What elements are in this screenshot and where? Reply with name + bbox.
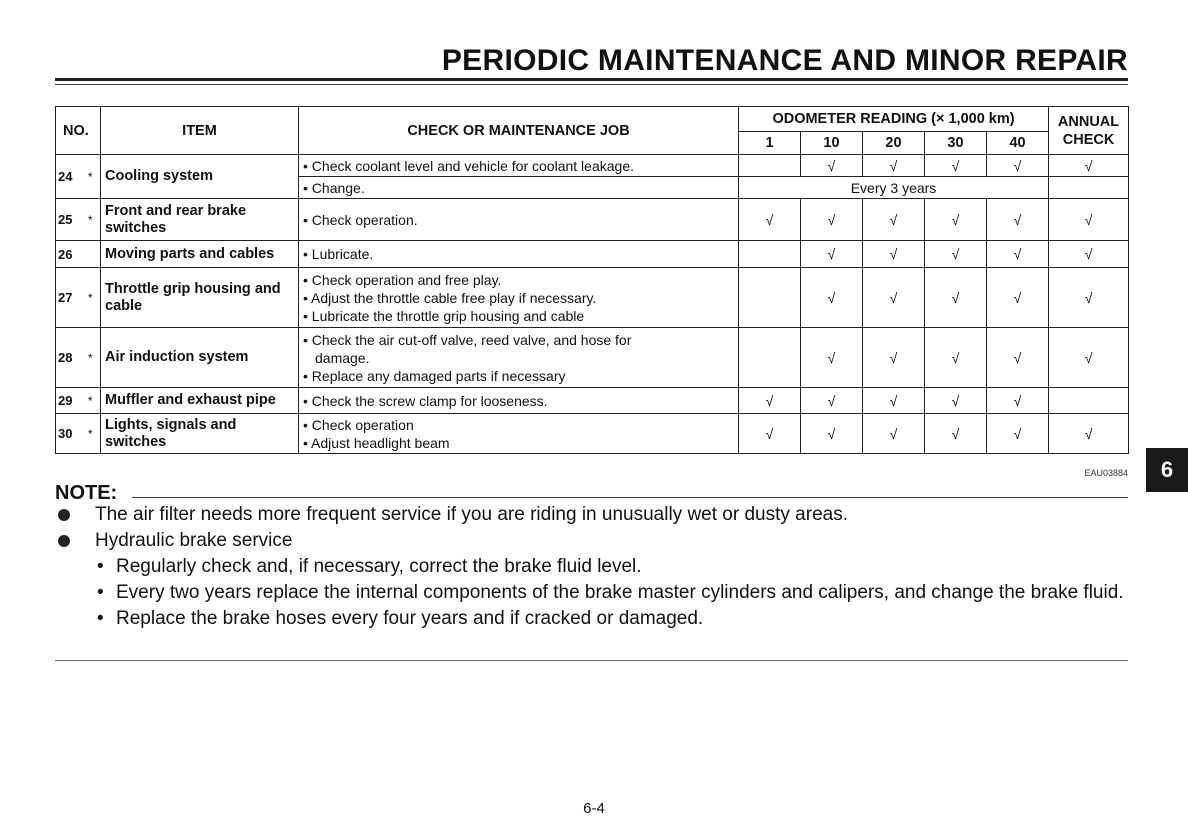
small-bullet-icon: • <box>97 608 104 629</box>
row-number: 25 <box>56 199 81 241</box>
page-number: 6-4 <box>583 800 605 817</box>
job-line: • Replace any damaged parts if necessary <box>303 367 566 384</box>
row-item: Moving parts and cables <box>101 241 299 268</box>
table-row <box>56 388 1129 414</box>
title-rule <box>55 78 1128 81</box>
check-cell: √ <box>801 268 863 328</box>
check-cell: √ <box>987 388 1049 414</box>
job-line: • Check operation. <box>303 211 418 228</box>
table-row <box>56 241 1129 268</box>
row-job <box>299 268 739 328</box>
check-cell <box>739 328 801 388</box>
note-rule <box>132 497 1128 498</box>
job-line: • Lubricate the throttle grip housing and cable <box>303 307 585 324</box>
check-cell: √ <box>987 268 1049 328</box>
row-star <box>81 241 101 268</box>
header-job: CHECK OR MAINTENANCE JOB <box>299 107 739 155</box>
check-cell: √ <box>801 388 863 414</box>
check-cell: √ <box>987 328 1049 388</box>
check-cell: √ <box>801 414 863 454</box>
note-item-text: Hydraulic brake service <box>95 530 293 551</box>
check-cell: √ <box>1049 414 1129 454</box>
page-title: PERIODIC MAINTENANCE AND MINOR REPAIR <box>441 44 1128 77</box>
check-cell: √ <box>987 241 1049 268</box>
table-row <box>56 414 1129 454</box>
row-number: 28 <box>56 328 81 388</box>
check-cell: √ <box>925 241 987 268</box>
title-rule-thin <box>55 84 1128 85</box>
bullet-icon <box>58 535 70 547</box>
note-item-text: The air filter needs more frequent service if you are riding in unusually wet or dusty areas. <box>95 504 848 525</box>
row-item: Front and rear brake switches <box>101 199 299 241</box>
header-odo-20: 20 <box>863 132 925 155</box>
row-job <box>299 328 739 388</box>
check-cell: √ <box>1049 241 1129 268</box>
check-cell: √ <box>863 268 925 328</box>
note-subitem-text: Every two years replace the internal components of the brake master cylinders and calipers, and change the brake fluid. <box>116 582 1124 603</box>
check-cell: √ <box>739 414 801 454</box>
check-cell: √ <box>801 241 863 268</box>
check-cell: √ <box>801 199 863 241</box>
reference-code: EAU03884 <box>1084 468 1128 478</box>
check-cell: √ <box>863 155 925 177</box>
header-odo-30: 30 <box>925 132 987 155</box>
note-subitem-text: Regularly check and, if necessary, correct the brake fluid level. <box>116 556 642 577</box>
row-number: 30 <box>56 414 81 454</box>
row-star: * <box>81 388 101 414</box>
note-item <box>55 502 1128 528</box>
check-cell: √ <box>801 155 863 177</box>
maintenance-table <box>55 106 1129 454</box>
check-cell: √ <box>987 155 1049 177</box>
job-line: • Check operation <box>303 416 414 433</box>
row-number: 29 <box>56 388 81 414</box>
table-row <box>56 155 1129 177</box>
check-cell: √ <box>925 388 987 414</box>
check-cell: √ <box>863 388 925 414</box>
small-bullet-icon: • <box>97 556 104 577</box>
check-cell: √ <box>863 241 925 268</box>
row-star: * <box>81 199 101 241</box>
job-line: • Lubricate. <box>303 246 374 262</box>
check-cell: √ <box>739 388 801 414</box>
row-star: * <box>81 155 101 199</box>
small-bullet-icon: • <box>97 582 104 603</box>
job-line: • Check operation and free play. <box>303 271 502 288</box>
row-star: * <box>81 414 101 454</box>
header-no: NO. <box>56 107 101 155</box>
check-cell: √ <box>863 328 925 388</box>
row-job <box>299 388 739 414</box>
check-cell: √ <box>863 414 925 454</box>
check-cell <box>1049 388 1129 414</box>
row-job <box>299 199 739 241</box>
job-line: • Adjust headlight beam <box>303 434 450 451</box>
note-subitem <box>55 554 1128 580</box>
interval-note: Every 3 years <box>739 177 1049 199</box>
row-job: • Check coolant level and vehicle for coolant leakage. <box>299 155 739 177</box>
check-cell: √ <box>987 414 1049 454</box>
check-cell: √ <box>801 328 863 388</box>
check-cell <box>739 268 801 328</box>
note-item <box>55 528 1128 554</box>
row-job <box>299 414 739 454</box>
header-odometer: ODOMETER READING (× 1,000 km) <box>739 107 1049 132</box>
header-odo-1: 1 <box>739 132 801 155</box>
row-number: 26 <box>56 241 81 268</box>
chapter-tab: 6 <box>1146 448 1188 492</box>
table-row <box>56 199 1129 241</box>
check-cell: √ <box>925 155 987 177</box>
check-cell: √ <box>863 199 925 241</box>
check-cell: √ <box>1049 268 1129 328</box>
row-job: • Change. <box>299 177 739 199</box>
table-row <box>56 268 1129 328</box>
header-annual: ANNUAL CHECK <box>1049 107 1129 155</box>
check-cell <box>1049 177 1129 199</box>
row-number: 24 <box>56 155 81 199</box>
check-cell: √ <box>987 199 1049 241</box>
note-subitem <box>55 580 1128 606</box>
job-line: • Check the air cut-off valve, reed valve, and hose for <box>303 331 632 348</box>
note-subitem <box>55 606 1128 632</box>
note-bottom-rule <box>55 660 1128 661</box>
row-item: Air induction system <box>101 328 299 388</box>
check-cell: √ <box>925 414 987 454</box>
header-odo-40: 40 <box>987 132 1049 155</box>
job-line: • Adjust the throttle cable free play if necessary. <box>303 289 597 306</box>
row-job <box>299 241 739 268</box>
job-line: • Check the screw clamp for looseness. <box>303 392 548 409</box>
row-item: Lights, signals and switches <box>101 414 299 454</box>
note-label: NOTE: <box>55 482 118 504</box>
check-cell: √ <box>1049 199 1129 241</box>
check-cell: √ <box>1049 155 1129 177</box>
row-number: 27 <box>56 268 81 328</box>
row-item: Muffler and exhaust pipe <box>101 388 299 414</box>
row-item: Cooling system <box>101 155 299 199</box>
header-odo-10: 10 <box>801 132 863 155</box>
row-star: * <box>81 268 101 328</box>
check-cell: √ <box>925 328 987 388</box>
check-cell: √ <box>925 268 987 328</box>
job-line: damage. <box>315 349 370 366</box>
check-cell: √ <box>1049 328 1129 388</box>
header-item: ITEM <box>101 107 299 155</box>
check-cell: √ <box>925 199 987 241</box>
check-cell <box>739 155 801 177</box>
note-subitem-text: Replace the brake hoses every four years and if cracked or damaged. <box>116 608 704 629</box>
check-cell: √ <box>739 199 801 241</box>
bullet-icon <box>58 509 70 521</box>
row-item: Throttle grip housing and cable <box>101 268 299 328</box>
row-star: * <box>81 328 101 388</box>
table-row <box>56 328 1129 388</box>
check-cell <box>739 241 801 268</box>
note-body <box>55 502 1128 632</box>
